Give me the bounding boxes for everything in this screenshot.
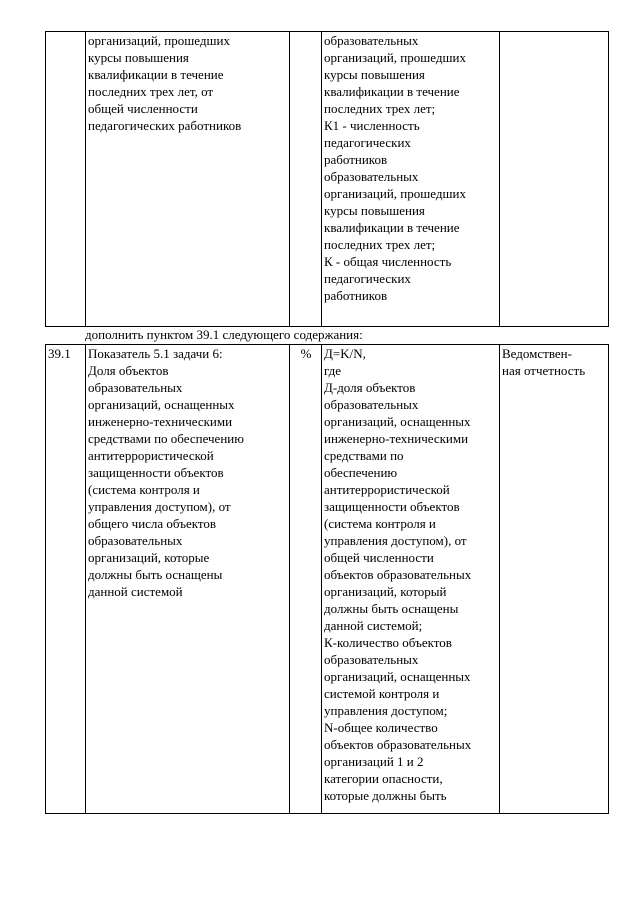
cell-unit xyxy=(290,32,322,327)
cell-number: 39.1 xyxy=(46,345,86,814)
cell-unit: % xyxy=(290,345,322,814)
cell-formula: Д=K/N, где Д-доля объектов образовательных организаций, оснащенных инженерно-техническими средствами по обеспечению антитеррористической защищенности объектов (система контроля и управления доступом), от общей численности объектов образовательных организаций, который должны быть оснащены данной системой; К-количество объектов образовательных организаций, оснащенных системой контроля и управления доступом; N-общее количество объектов образовательных организаций 1 и 2 категории опасности, которые должны быть xyxy=(322,345,500,814)
cell-source xyxy=(500,32,609,327)
indicator-table-top xyxy=(45,31,609,327)
insert-instruction: дополнить пунктом 39.1 следующего содержания: xyxy=(85,327,363,342)
cell-indicator-name: Показатель 5.1 задачи 6: Доля объектов образовательных организаций, оснащенных инженерно-техническими средствами по обеспечению антитеррористической защищенности объектов (система контроля и управления доступом), от общего числа объектов образовательных организаций, которые должны быть оснащены данной системой xyxy=(86,345,290,814)
cell-number xyxy=(46,32,86,327)
table-row xyxy=(46,32,609,327)
indicator-table-bottom xyxy=(45,344,609,814)
cell-formula: образовательных организаций, прошедших курсы повышения квалификации в течение последних трех лет; К1 - численность педагогических работников образовательных организаций, прошедших курсы повышения квалификации в течение последних трех лет; К - общая численность педагогических работников xyxy=(322,32,500,327)
table-row xyxy=(46,345,609,814)
cell-indicator-name: организаций, прошедших курсы повышения квалификации в течение последних трех лет, от общей численности педагогических работников xyxy=(86,32,290,327)
cell-source: Ведомствен- ная отчетность xyxy=(500,345,609,814)
